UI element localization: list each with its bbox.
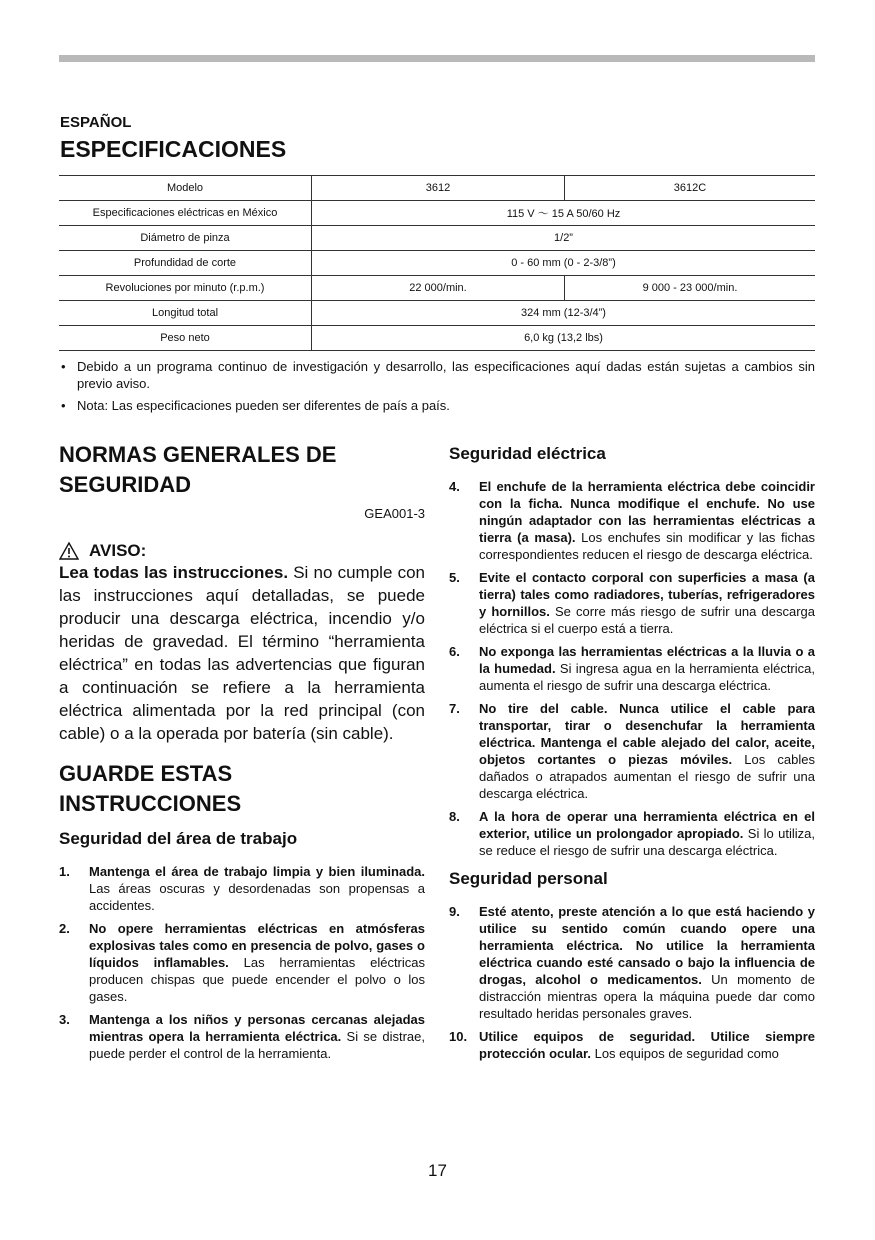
page-title: ESPECIFICACIONES: [60, 136, 287, 162]
spec-notes: [59, 358, 815, 419]
table-row: [59, 301, 815, 326]
right-column: [449, 444, 815, 1068]
warning-text: Lea todas las instrucciones. Si no cumple con las instrucciones aquí detalladas, se puede producir una descarga eléctrica, incendio y/o heridas de gravedad. El término “herramienta eléctrica” en todas las advertencias que figuran a continuación se refiere a la herramienta eléctrica alimentada por la red principal (con cable) o a la operada por batería (sin cable).: [59, 563, 425, 743]
subsection-title: Seguridad personal: [449, 869, 608, 888]
warning-triangle-icon: [59, 542, 79, 560]
left-column: [59, 440, 425, 1068]
list-item: 8. A la hora de operar una herramienta eléctrica en el exterior, utilice un prolongador apropiado. Si lo utiliza, se reduce el riesgo de sufrir una descarga eléctrica.: [449, 809, 815, 858]
spec-value: 6,0 kg (13,2 lbs): [312, 326, 816, 351]
spec-value: 324 mm (12-3/4”): [312, 301, 816, 326]
table-row: [59, 176, 815, 201]
section-title: NORMAS GENERALES DE SEGURIDAD: [59, 442, 337, 497]
numbered-list: [449, 478, 815, 859]
table-row: [59, 276, 815, 301]
document-code: GEA001-3: [364, 506, 425, 521]
subsection-title: Seguridad del área de trabajo: [59, 829, 298, 848]
list-item: 4. El enchufe de la herramienta eléctrica debe coincidir con la ficha. Nunca modifique el enchufe. No use ningún adaptador con las herramientas eléctricas a tierra (a masa). Los enchufes sin modificar y las fichas correspondientes reducen el riesgo de descarga eléctrica.: [449, 479, 816, 562]
spec-label: Especificaciones eléctricas en México: [59, 201, 312, 226]
top-rule: [59, 55, 815, 62]
spec-label: Diámetro de pinza: [59, 226, 312, 251]
list-item: 5. Evite el contacto corporal con superficies a masa (a tierra) tales como radiadores, tuberías, refrigeradores y hornillos. Se corre más riesgo de sufrir una descarga eléctrica si el cuerpo está a tierra.: [449, 570, 815, 636]
list-item: 7. No tire del cable. Nunca utilice el cable para transportar, tirar o desenchufar la herramienta eléctrica. Mantenga el cable alejado del calor, aceite, objetos cortantes o piezas móviles. Los cables dañados o atrapados aumentan el riesgo de sufrir una descarga eléctrica.: [449, 701, 815, 801]
specifications-table: [59, 175, 815, 351]
list-item: 6. No exponga las herramientas eléctricas a la lluvia o a la humedad. Si ingresa agua en la herramienta eléctrica, aumenta el riesgo de sufrir una descarga eléctrica.: [449, 644, 815, 693]
spec-value: 3612: [312, 176, 565, 201]
spec-label: Revoluciones por minuto (r.p.m.): [59, 276, 312, 301]
list-item: 9. Esté atento, preste atención a lo que está haciendo y utilice su sentido común cuando opere una herramienta eléctrica. No utilice la herramienta eléctrica cuando esté cansado o bajo la influencia de drogas, alcohol o medicamentos. Un momento de distracción mientras opera la máquina puede dar como resultado heridas personales graves.: [449, 904, 815, 1021]
spec-label: Profundidad de corte: [59, 251, 312, 276]
spec-value: 115 V ～ 15 A 50/60 Hz: [312, 201, 816, 226]
spec-label: Peso neto: [59, 326, 312, 351]
section-title: GUARDE ESTAS INSTRUCCIONES: [59, 761, 242, 816]
language-label: ESPAÑOL: [60, 114, 132, 131]
list-item: • Debido a un programa continuo de investigación y desarrollo, las especificaciones aquí dadas están sujetas a cambios sin previo aviso.: [59, 358, 815, 392]
spec-value: 22 000/min.: [312, 276, 565, 301]
numbered-list: [449, 903, 815, 1062]
table-row: [59, 326, 815, 351]
list-item: 2. No opere herramientas eléctricas en atmósferas explosivas tales como en presencia de polvo, gases o líquidos inflamables. Las herramientas eléctricas producen chispas que puede encender el polvo o los gases.: [59, 921, 425, 1004]
spec-label: Modelo: [59, 176, 312, 201]
table-row: [59, 201, 815, 226]
numbered-list: [59, 863, 425, 1062]
table-row: [59, 226, 815, 251]
list-item: 10. Utilice equipos de seguridad. Utilice siempre protección ocular. Los equipos de seguridad como: [449, 1029, 815, 1061]
warning-heading: AVISO:: [59, 541, 425, 561]
list-item: • Nota: Las especificaciones pueden ser diferentes de país a país.: [59, 397, 815, 414]
list-item: 3. Mantenga a los niños y personas cercanas alejadas mientras opera la herramienta eléctrica. Si se distrae, puede perder el control de la herramienta.: [59, 1012, 425, 1061]
spec-value: 0 - 60 mm (0 - 2-3/8”): [312, 251, 816, 276]
list-item: 1. Mantenga el área de trabajo limpia y bien iluminada. Las áreas oscuras y desordenadas son propensas a accidentes.: [59, 864, 425, 913]
table-row: [59, 251, 815, 276]
spec-value: 9 000 - 23 000/min.: [565, 276, 816, 301]
page-number: 17: [428, 1161, 447, 1180]
spec-value: 1/2”: [312, 226, 816, 251]
subsection-title: Seguridad eléctrica: [449, 444, 606, 463]
spec-label: Longitud total: [59, 301, 312, 326]
spec-value: 3612C: [565, 176, 816, 201]
